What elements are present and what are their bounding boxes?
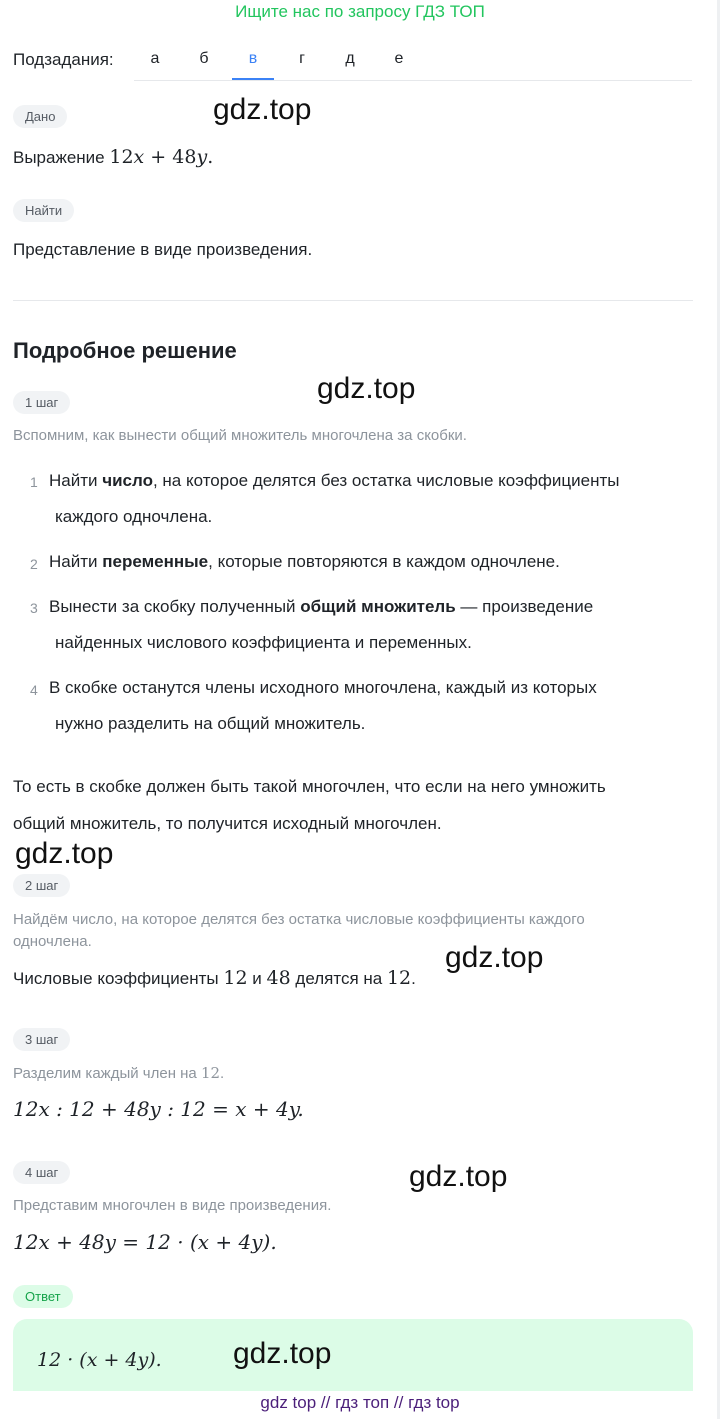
- answer-formula: 12 · (x + 4y).: [37, 1349, 162, 1371]
- given-badge: Дано: [13, 105, 67, 128]
- watermark: gdz.top: [317, 372, 416, 405]
- divider: [13, 300, 693, 301]
- watermark: gdz.top: [409, 1160, 508, 1193]
- list-item: Вынести за скобку полученный общий множитель — произведение: [49, 597, 594, 616]
- find-text: Представление в виде произведения.: [13, 240, 313, 259]
- watermark: gdz.top: [233, 1337, 332, 1370]
- list-item-cont: каждого одночлена.: [55, 507, 213, 526]
- list-item-cont: нужно разделить на общий множитель.: [55, 714, 366, 733]
- step4-badge: 4 шаг: [13, 1161, 70, 1184]
- find-badge: Найти: [13, 199, 74, 222]
- list-item: В скобке останутся члены исходного многочлена, каждый из которых: [49, 678, 597, 697]
- step4-formula: 12x + 48y = 12 · (x + 4y).: [13, 1230, 277, 1254]
- step2-text: Числовые коэффициенты 12 и 48 делятся на 12.: [13, 967, 416, 989]
- search-banner: Ищите нас по запросу ГДЗ ТОП: [235, 2, 485, 21]
- given-text: Выражение 12x + 48y.: [13, 146, 214, 168]
- tab-g[interactable]: г: [299, 50, 305, 67]
- list-item: Найти переменные, которые повторяются в каждом одночлене.: [49, 552, 560, 571]
- step1-badge: 1 шаг: [13, 391, 70, 414]
- tab-b[interactable]: б: [199, 50, 209, 67]
- step3-badge: 3 шаг: [13, 1028, 70, 1051]
- step1-hint: Вспомним, как вынести общий множитель многочлена за скобки.: [13, 427, 467, 444]
- answer-badge: Ответ: [13, 1285, 73, 1308]
- watermark: gdz.top: [213, 93, 312, 126]
- subtasks-label: Подзадания:: [13, 50, 114, 69]
- step3-formula: 12x : 12 + 48y : 12 = x + 4y.: [13, 1097, 304, 1121]
- list-number: 3: [30, 600, 38, 616]
- list-item: Найти число, на которое делятся без остатка числовые коэффициенты: [49, 471, 620, 490]
- watermark: gdz.top: [445, 941, 544, 974]
- solution-title: Подробное решение: [13, 338, 237, 363]
- tab-v[interactable]: в: [232, 50, 274, 80]
- step2-hint: Найдём число, на которое делятся без остатка числовые коэффициенты каждого: [13, 911, 585, 928]
- step3-hint: Разделим каждый член на 12.: [13, 1064, 225, 1082]
- tab-e[interactable]: е: [394, 50, 404, 67]
- footer-links[interactable]: gdz top // гдз топ // гдз top: [260, 1393, 460, 1412]
- subtask-tabs: [134, 40, 692, 81]
- list-number: 1: [30, 474, 38, 490]
- tab-a[interactable]: а: [150, 50, 160, 67]
- watermark: gdz.top: [15, 837, 114, 870]
- list-number: 2: [30, 556, 38, 572]
- step4-hint: Представим многочлен в виде произведения.: [13, 1197, 332, 1214]
- list-item-cont: найденных числового коэффициента и переменных.: [55, 633, 472, 652]
- list-number: 4: [30, 682, 38, 698]
- tab-d[interactable]: д: [345, 50, 355, 67]
- step2-badge: 2 шаг: [13, 874, 70, 897]
- step2-hint: одночлена.: [13, 933, 92, 950]
- step1-paragraph-line: То есть в скобке должен быть такой многочлен, что если на него умножить: [13, 777, 606, 796]
- step1-paragraph-line: общий множитель, то получится исходный многочлен.: [13, 814, 442, 833]
